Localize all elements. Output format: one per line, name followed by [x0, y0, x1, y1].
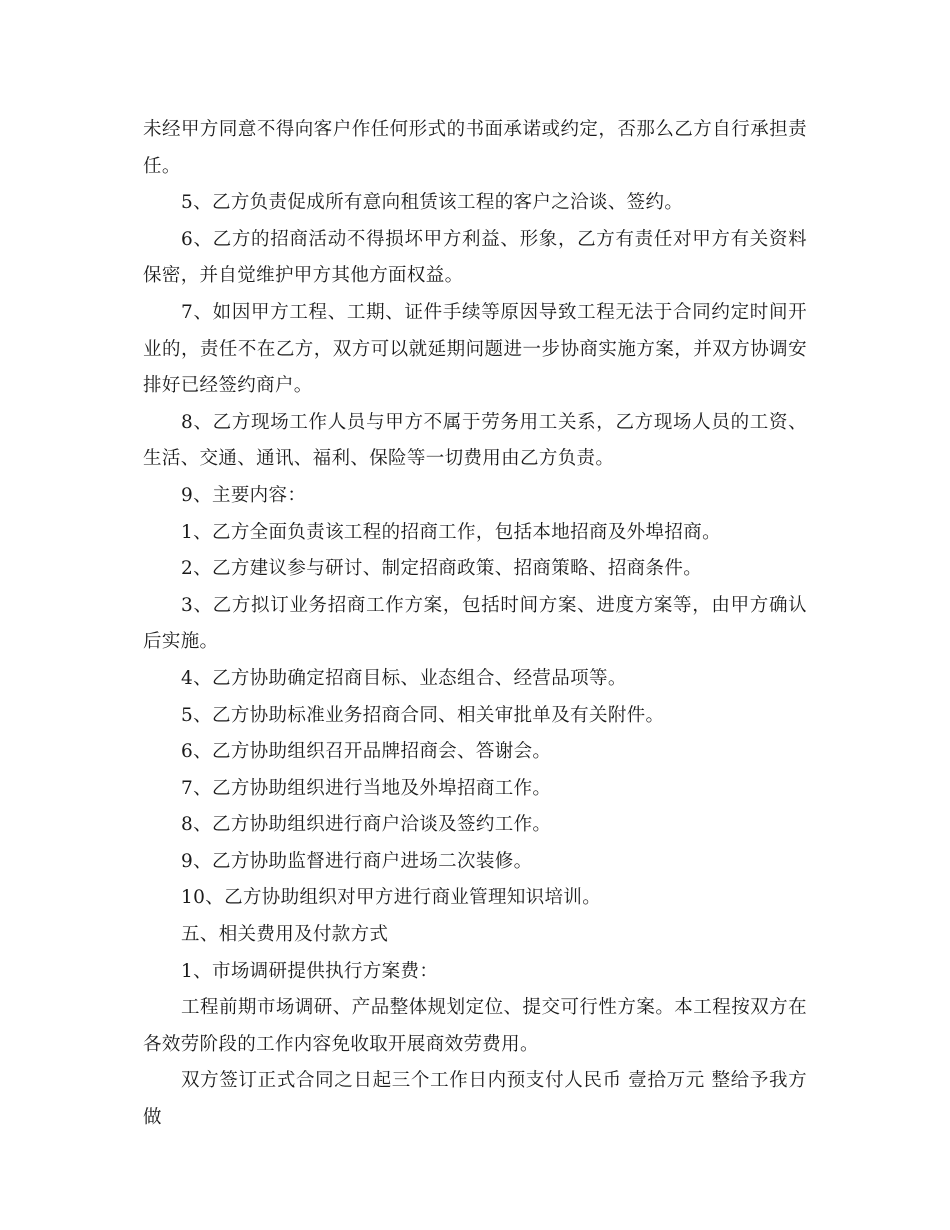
paragraph: 7、如因甲方工程、工期、证件手续等原因导致工程无法于合同约定时间开业的，责任不在乙方，双方可以就延期问题进一步协商实施方案，并双方协调安排好已经签约商户。: [143, 301, 807, 397]
paragraph: 10、乙方协助组织对甲方进行商业管理知识培训。: [181, 887, 602, 909]
paragraph: 工程前期市场调研、产品整体规划定位、提交可行性方案。本工程按双方在各效劳阶段的工作内容免收取开展商效劳费用。: [143, 997, 807, 1055]
paragraph: 8、乙方现场工作人员与甲方不属于劳务用工关系，乙方现场人员的工资、生活、交通、通讯、福利、保险等一切费用由乙方负责。: [143, 411, 807, 470]
paragraph: 9、乙方协助监督进行商户进场二次装修。: [181, 850, 533, 872]
paragraph: 6、乙方协助组织召开品牌招商会、答谢会。: [181, 741, 552, 763]
paragraph: 1、市场调研提供执行方案费：: [181, 960, 439, 982]
paragraph: 4、乙方协助确定招商目标、业态组合、经营品项等。: [181, 667, 627, 689]
paragraph: 6、乙方的招商活动不得损坏甲方利益、形象，乙方有责任对甲方有关资料保密，并自觉维护甲方其他方面权益。: [143, 228, 807, 287]
paragraph: 9、主要内容：: [181, 484, 307, 506]
paragraph: 3、乙方拟订业务招商工作方案，包括时间方案、进度方案等，由甲方确认后实施。: [143, 594, 807, 653]
paragraph: 8、乙方协助组织进行商户洽谈及签约工作。: [181, 814, 552, 836]
document-body: [143, 112, 807, 1137]
paragraph: 1、乙方全面负责该工程的招商工作，包括本地招商及外埠招商。: [181, 521, 721, 543]
paragraph: 2、乙方建议参与研讨、制定招商政策、招商策略、招商条件。: [181, 558, 703, 580]
paragraph: 双方签订正式合同之日起三个工作日内预支付人民币 壹拾万元 整给予我方做: [143, 1070, 807, 1129]
paragraph: 5、乙方负责促成所有意向租赁该工程的客户之洽谈、签约。: [181, 192, 684, 214]
paragraph: 五、相关费用及付款方式: [181, 924, 389, 946]
paragraph: 未经甲方同意不得向客户作任何形式的书面承诺或约定，否那么乙方自行承担责任。: [143, 119, 807, 177]
paragraph: 5、乙方协助标准业务招商合同、相关审批单及有关附件。: [181, 704, 665, 726]
paragraph: 7、乙方协助组织进行当地及外埠招商工作。: [181, 777, 552, 799]
